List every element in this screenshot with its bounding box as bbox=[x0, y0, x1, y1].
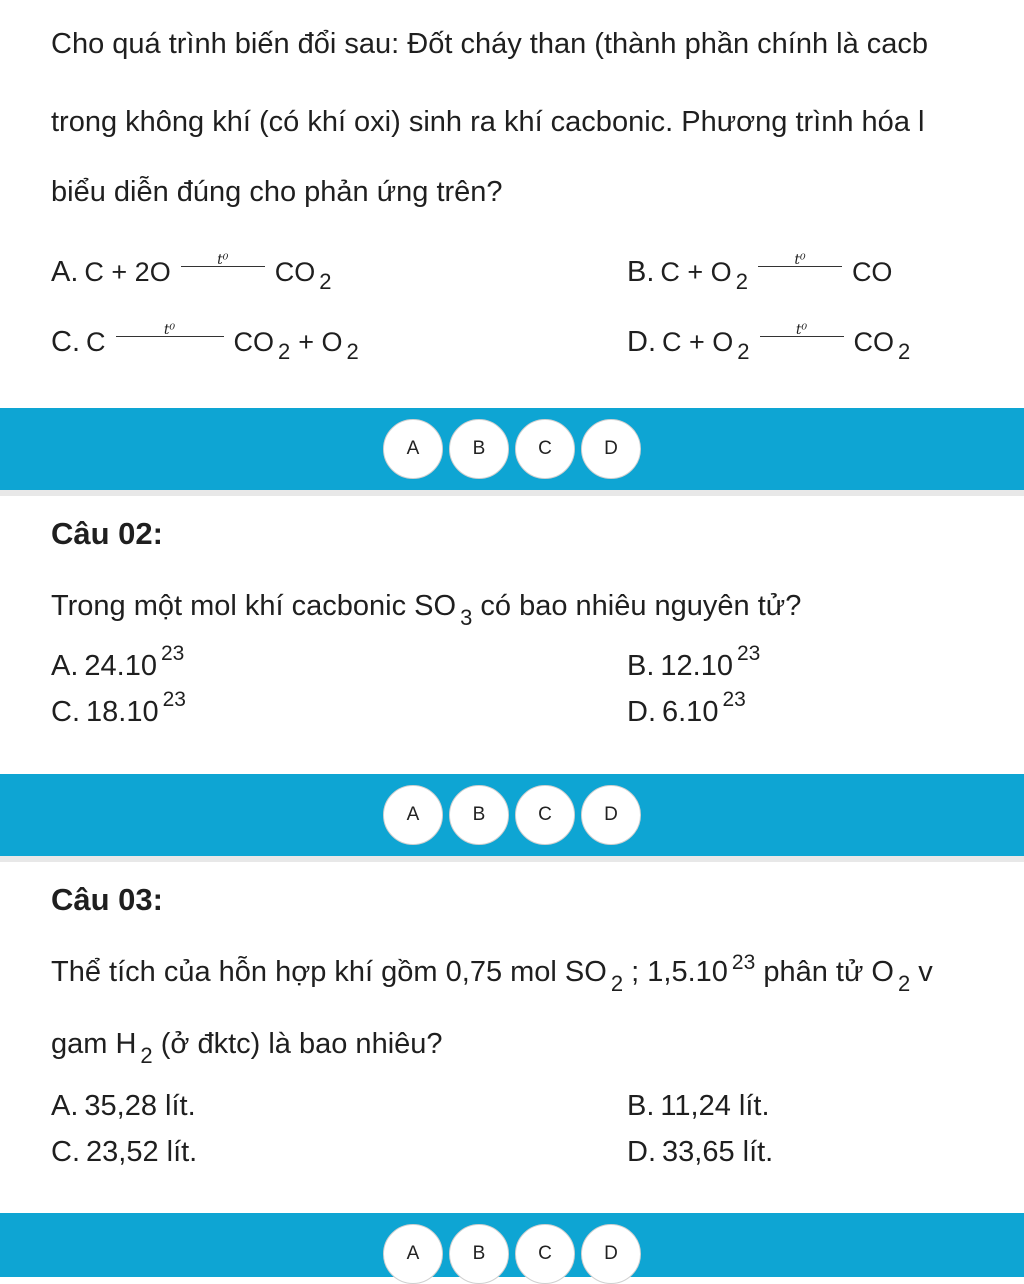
q3-text-part: (ở đktc) là bao nhiêu? bbox=[160, 1028, 443, 1060]
option-label: D. bbox=[627, 1136, 656, 1168]
q2-answer-b-button[interactable]: B bbox=[449, 785, 509, 845]
q3-option-a bbox=[51, 1088, 196, 1124]
subscript: 2 bbox=[737, 339, 750, 364]
q3-text-line-2 bbox=[51, 1026, 443, 1068]
option-value: 24.10 bbox=[84, 650, 157, 682]
q2-answer-bar bbox=[0, 774, 1024, 856]
products: CO bbox=[274, 257, 316, 287]
subscript: 2 bbox=[735, 269, 748, 294]
q3-text-part: Thể tích của hỗn hợp khí gồm 0,75 mol SO bbox=[51, 956, 607, 988]
divider bbox=[0, 856, 1024, 862]
heat-label: t⁰ bbox=[217, 252, 229, 268]
reactants: C + O bbox=[660, 257, 732, 287]
option-label: B. bbox=[627, 256, 655, 288]
option-label: D. bbox=[627, 696, 656, 728]
option-value: 18.10 bbox=[86, 696, 159, 728]
option-value: 23,52 lít. bbox=[86, 1136, 198, 1168]
q3-option-c bbox=[51, 1134, 197, 1170]
option-value: 35,28 lít. bbox=[84, 1090, 196, 1122]
products: CO bbox=[233, 327, 274, 357]
subscript: 2 bbox=[346, 339, 359, 364]
products-2: + O bbox=[298, 327, 343, 357]
products: CO bbox=[853, 327, 895, 357]
option-value: 6.10 bbox=[662, 696, 719, 728]
q1-text-line-3: biểu diễn đúng cho phản ứng trên? bbox=[51, 176, 503, 208]
option-label: C. bbox=[51, 326, 80, 358]
q3-answer-d-button[interactable]: D bbox=[581, 1224, 641, 1284]
formula bbox=[660, 252, 893, 294]
q3-option-d bbox=[627, 1134, 773, 1170]
formula bbox=[84, 252, 332, 294]
superscript: 23 bbox=[160, 642, 185, 665]
q1-answer-c-button[interactable]: C bbox=[515, 419, 575, 479]
q3-text-part: gam H bbox=[51, 1028, 137, 1060]
formula bbox=[662, 322, 911, 364]
q2-answer-d-button[interactable]: D bbox=[581, 785, 641, 845]
q3-text-part: phân tử O bbox=[763, 956, 894, 988]
q2-text-part: có bao nhiêu nguyên tử? bbox=[480, 590, 802, 622]
subscript: 2 bbox=[897, 971, 911, 996]
reactants: C + O bbox=[662, 327, 734, 357]
divider bbox=[0, 490, 1024, 496]
subscript: 3 bbox=[460, 605, 473, 630]
superscript: 23 bbox=[162, 688, 186, 711]
reaction-arrow bbox=[116, 322, 224, 360]
option-value: 11,24 lít. bbox=[660, 1090, 770, 1122]
q2-answer-c-button[interactable]: C bbox=[515, 785, 575, 845]
formula bbox=[86, 322, 359, 364]
q3-option-b bbox=[627, 1088, 770, 1124]
q1-text-line-2: trong không khí (có khí oxi) sinh ra khí cacbonic. Phương trình hóa l bbox=[51, 106, 925, 138]
q3-text-part: v bbox=[918, 956, 933, 988]
q3-answer-bar bbox=[0, 1213, 1024, 1277]
q1-option-c bbox=[51, 322, 359, 364]
heat-label: t⁰ bbox=[794, 252, 806, 268]
heat-label: t⁰ bbox=[163, 322, 176, 338]
reactants: C bbox=[86, 327, 106, 357]
reactants: C + 2O bbox=[84, 257, 171, 287]
q1-option-b bbox=[627, 252, 893, 294]
products: CO bbox=[851, 257, 893, 287]
q3-text-part: ; 1,5.10 bbox=[631, 956, 728, 988]
q2-title: Câu 02: bbox=[51, 516, 163, 551]
superscript: 23 bbox=[736, 642, 761, 665]
reaction-arrow bbox=[181, 252, 265, 290]
q2-option-d bbox=[627, 688, 746, 730]
q3-answer-b-button[interactable]: B bbox=[449, 1224, 509, 1284]
option-label: A. bbox=[51, 1090, 79, 1122]
q3-answer-c-button[interactable]: C bbox=[515, 1224, 575, 1284]
q2-text-part: Trong một mol khí cacbonic SO bbox=[51, 590, 457, 622]
q2-text bbox=[51, 588, 802, 630]
q1-answer-b-button[interactable]: B bbox=[449, 419, 509, 479]
subscript: 2 bbox=[610, 971, 624, 996]
option-label: D. bbox=[627, 326, 656, 358]
option-label: A. bbox=[51, 650, 79, 682]
heat-label: t⁰ bbox=[795, 322, 808, 338]
q1-answer-bar bbox=[0, 408, 1024, 490]
option-label: C. bbox=[51, 1136, 80, 1168]
q1-answer-a-button[interactable]: A bbox=[383, 419, 443, 479]
option-label: C. bbox=[51, 696, 80, 728]
option-label: B. bbox=[627, 1090, 655, 1122]
q3-answer-a-button[interactable]: A bbox=[383, 1224, 443, 1284]
option-label: B. bbox=[627, 650, 655, 682]
superscript: 23 bbox=[731, 951, 756, 974]
q2-option-b bbox=[627, 642, 761, 684]
q2-answer-a-button[interactable]: A bbox=[383, 785, 443, 845]
subscript: 2 bbox=[898, 339, 911, 364]
subscript: 2 bbox=[319, 269, 332, 294]
q3-title: Câu 03: bbox=[51, 882, 163, 917]
q1-option-a bbox=[51, 252, 332, 294]
option-value: 33,65 lít. bbox=[662, 1136, 774, 1168]
q2-option-a bbox=[51, 642, 185, 684]
subscript: 2 bbox=[278, 339, 291, 364]
option-value: 12.10 bbox=[660, 650, 733, 682]
reaction-arrow bbox=[758, 252, 842, 290]
q1-option-d bbox=[627, 322, 911, 364]
reaction-arrow bbox=[760, 322, 844, 360]
option-label: A. bbox=[51, 256, 79, 288]
q2-option-c bbox=[51, 688, 186, 730]
q3-text-line-1 bbox=[51, 951, 933, 996]
q1-text-line-1: Cho quá trình biến đổi sau: Đốt cháy than (thành phần chính là cacb bbox=[51, 28, 929, 60]
superscript: 23 bbox=[722, 688, 746, 711]
q1-answer-d-button[interactable]: D bbox=[581, 419, 641, 479]
subscript: 2 bbox=[140, 1043, 153, 1068]
